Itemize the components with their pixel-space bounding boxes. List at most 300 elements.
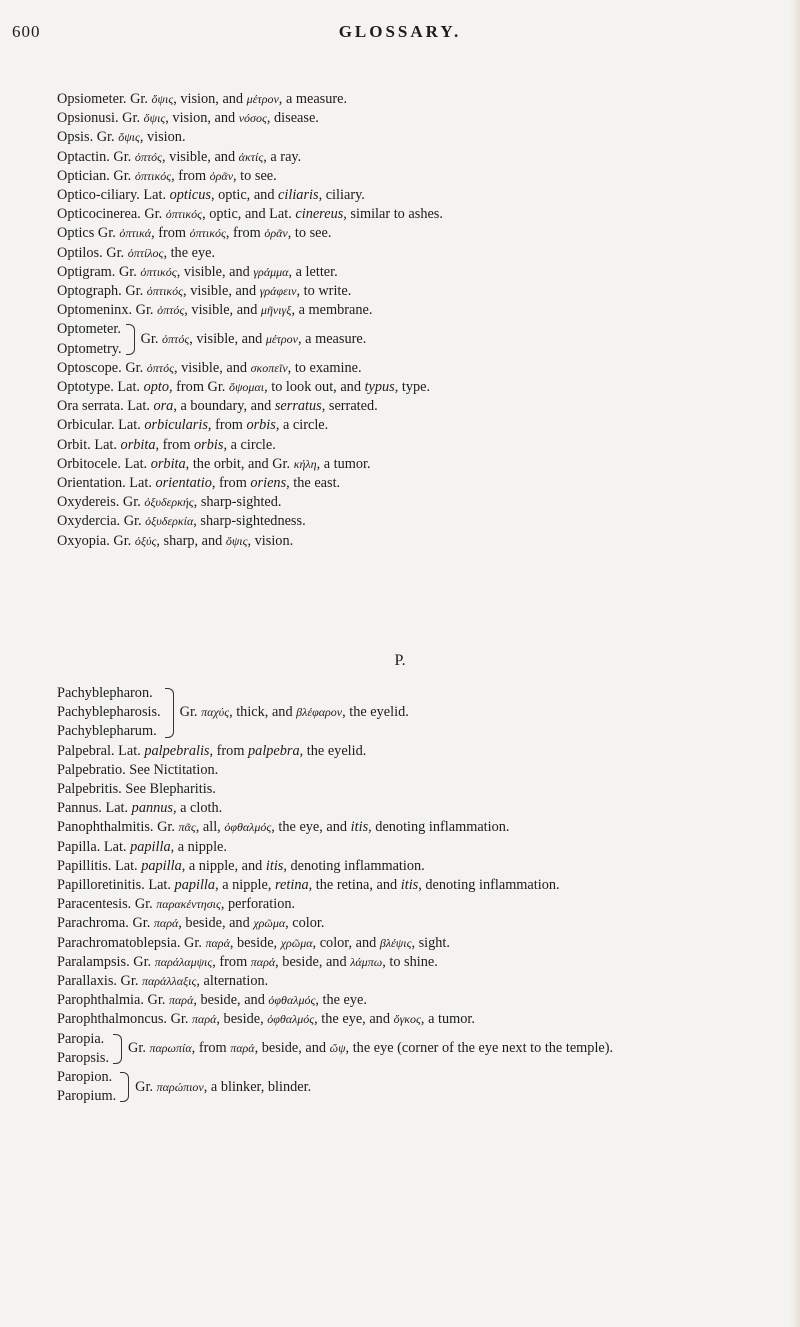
def-text: , visible, and [184, 302, 261, 319]
glossary-entry [57, 742, 772, 761]
def-text: , from [155, 436, 195, 453]
def-text: Gr. [96, 129, 119, 146]
greek-term: παρά [250, 954, 276, 969]
greek-term: ὄψις [143, 111, 166, 126]
def-text: Gr. [113, 167, 135, 184]
def-text: Gr. [125, 359, 147, 376]
def-text: Lat. [94, 436, 121, 453]
def-text: , the eye, and [271, 819, 351, 836]
def-text: Gr. [120, 973, 142, 990]
def-text: Gr. [125, 283, 147, 300]
def-text: , from [171, 167, 210, 184]
greek-term: ὀπτός [157, 303, 185, 318]
entry-group-paropia [57, 1030, 772, 1068]
def-text: , the eye. [315, 992, 367, 1009]
latin-term: itis [350, 819, 369, 836]
greek-term: παρωπία [149, 1041, 192, 1056]
def-text: , a tumor. [420, 1011, 475, 1028]
def-text: , beside, and [193, 992, 269, 1009]
def-text: Gr. [130, 91, 152, 107]
def-text: , optic, and [210, 187, 279, 204]
def-text: , to see. [233, 167, 277, 184]
def-text: , alternation. [196, 973, 269, 990]
def-text: , from [225, 225, 265, 242]
def-text: Lat. [124, 455, 151, 472]
headword: Optotype. [57, 379, 114, 396]
def-text: , vision. [139, 129, 186, 146]
def-text: , vision, and [165, 110, 239, 127]
glossary-entry [57, 761, 772, 780]
greek-term: ὀφθαλμός [224, 820, 272, 835]
def-text: Gr. [123, 513, 146, 530]
glossary-entry [57, 455, 772, 474]
def-text: Lat. [129, 475, 156, 492]
def-text: , a letter. [288, 263, 338, 280]
headword: Optilos. [57, 244, 103, 261]
def-text: Gr. [134, 896, 157, 913]
headword: Oxydereis. [57, 494, 120, 511]
def-text: Gr. [135, 302, 158, 319]
greek-term: ἀκτίς [238, 149, 264, 164]
glossary-entry [57, 991, 772, 1010]
glossary-entry [57, 224, 772, 243]
headword: Orbit. [57, 436, 91, 453]
def-text: , to write. [296, 283, 352, 300]
greek-term: κήλη [293, 456, 317, 471]
latin-term: itis [400, 877, 419, 894]
def-text: Lat. [117, 379, 144, 396]
def-text: Gr. [97, 225, 120, 242]
def-text: Gr. [113, 532, 135, 549]
headword: Oxydercia. [57, 513, 121, 530]
def-text: Gr. [128, 1040, 150, 1057]
glossary-entry [57, 90, 772, 109]
greek-term: ὀφθαλμός [267, 1012, 315, 1027]
def-text: , visible, and [162, 148, 239, 165]
def-text: , denoting inflammation. [283, 857, 425, 874]
def-text: , the east. [286, 475, 341, 492]
glossary-entry [57, 799, 772, 818]
greek-term: σκοπεῖν [250, 360, 288, 375]
glossary-entry [57, 876, 772, 895]
greek-term: ὀπτός [162, 332, 190, 347]
def-text: , vision, and [173, 91, 247, 107]
latin-term: palpebralis [144, 742, 210, 759]
def-text: , a nipple, [215, 877, 276, 894]
glossary-entry [57, 493, 772, 512]
latin-term: pannus [131, 800, 173, 817]
def-text: Gr. [113, 148, 135, 165]
running-head: GLOSSARY. [338, 22, 462, 41]
def-text: See Blepharitis. [125, 781, 216, 798]
headword: Optician. [57, 167, 110, 184]
def-text: Gr. [122, 110, 144, 127]
def-text: , a ray. [263, 148, 302, 165]
entry-group-paropion [57, 1068, 772, 1106]
def-text: , to see. [287, 225, 332, 242]
headword: Opsionusi. [57, 110, 119, 127]
def-text: , a measure. [278, 91, 348, 107]
entry-group-pachyblepharon [57, 684, 772, 742]
def-text: , a cloth. [172, 800, 223, 817]
greek-term: παρά [153, 916, 179, 931]
def-text: Gr. [170, 1011, 193, 1028]
def-text: , from [207, 417, 247, 434]
glossary-p-section [57, 684, 772, 1106]
greek-term: ὀπτίλος [127, 245, 164, 260]
greek-term: ὀπτικός [189, 226, 226, 241]
def-text: , visible, and [189, 331, 266, 348]
entries-o-continued [57, 359, 772, 551]
def-text: , the eyelid. [342, 704, 409, 721]
headword: Paralampsis. [57, 953, 130, 970]
headword: Optico-ciliary. [57, 187, 140, 204]
latin-term: serratus [274, 398, 322, 415]
headword: Oxyopia. [57, 532, 110, 549]
group-headwords [57, 1030, 109, 1068]
headword: Pachyblepharum. [57, 723, 157, 740]
group-headwords [57, 1068, 116, 1106]
def-text: , disease. [266, 110, 319, 127]
headword: Panophthalmitis. [57, 819, 154, 836]
headword: Opsis. [57, 129, 94, 146]
latin-term: cinereus [295, 206, 344, 223]
def-text: , from [191, 1040, 231, 1057]
def-text: , the eye (corner of the eye next to the temple). [345, 1040, 614, 1057]
headword: Parachromatoblepsia. [57, 934, 181, 951]
def-text: , vision. [247, 532, 294, 549]
greek-term: ὄψομαι [228, 380, 265, 395]
glossary-entry [57, 532, 772, 551]
def-text: , visible, and [183, 283, 260, 300]
def-text: , all, [195, 819, 225, 836]
def-text: Lat. [118, 417, 145, 434]
def-text: Gr. [135, 1078, 157, 1095]
def-text: , denoting inflammation. [418, 877, 560, 894]
greek-term: παχύς [201, 705, 230, 720]
headword: Optactin. [57, 148, 110, 165]
glossary-entry [57, 282, 772, 301]
latin-term: typus [364, 379, 395, 396]
headword: Orientation. [57, 475, 126, 492]
def-text: Gr. [179, 704, 202, 721]
def-text: , from [212, 953, 251, 970]
glossary-entry [57, 244, 772, 263]
section-letter: P. [394, 652, 406, 669]
greek-term: λάμπω [350, 954, 383, 969]
greek-term: παρώπιον [156, 1079, 204, 1094]
glossary-entry [57, 128, 772, 147]
greek-term: παρά [192, 1012, 217, 1027]
def-text: Lat. [118, 742, 145, 759]
def-text: , beside, and [275, 953, 351, 970]
greek-term: παράλαμψις [154, 954, 213, 969]
glossary-entry [57, 397, 772, 416]
headword: Optigram. [57, 263, 116, 280]
greek-term: ὀπτικά [119, 226, 152, 241]
latin-term: opticus [169, 187, 211, 204]
greek-term: ὤψ [329, 1041, 346, 1056]
greek-term: παρά [205, 935, 230, 950]
glossary-entry [57, 857, 772, 876]
def-text: , a measure. [298, 331, 367, 348]
def-text: , visible, and [173, 359, 251, 376]
latin-term: papilla [141, 857, 182, 874]
glossary-entry [57, 895, 772, 914]
latin-term: itis [265, 857, 284, 874]
greek-term: ὀπτικός [134, 168, 172, 183]
greek-term: ὀξυδερκής [144, 495, 194, 510]
greek-term: ὀφθαλμός [268, 993, 316, 1008]
latin-term: papilla [174, 877, 216, 894]
entry-group-optometer [57, 320, 772, 358]
def-text: Gr. [144, 206, 166, 223]
headword: Palpebritis. [57, 781, 122, 798]
headword: Pannus. [57, 800, 102, 817]
headword: Opticocinerea. [57, 206, 141, 223]
glossary-entry [57, 780, 772, 799]
def-text: , denoting inflammation. [368, 819, 510, 836]
def-text: , a membrane. [291, 302, 373, 319]
greek-term: γράφειν [259, 284, 297, 299]
def-text: Lat. [115, 857, 142, 874]
def-text: Gr. [106, 244, 128, 261]
headword: Orbitocele. [57, 455, 121, 472]
def-text: , thick, and [229, 704, 297, 721]
glossary-entry [57, 148, 772, 167]
latin-term: orbita [150, 455, 186, 472]
def-text: , the retina, and [308, 877, 401, 894]
headword: Optometry. [57, 340, 122, 357]
def-text: , perforation. [220, 896, 296, 913]
greek-term: μέτρον [265, 332, 299, 347]
headword: Parophthalmoncus. [57, 1011, 167, 1028]
greek-term: ὀπτικός [165, 207, 203, 222]
definition [135, 1078, 311, 1097]
def-text: , color. [285, 915, 325, 932]
glossary-entry [57, 934, 772, 953]
def-text: , color, and [312, 934, 380, 951]
glossary-entry [57, 512, 772, 531]
def-text: , a circle. [275, 417, 329, 434]
headword: Parachroma. [57, 915, 129, 932]
entries-p [57, 742, 772, 1030]
brace [120, 1072, 129, 1102]
def-text: , a boundary, and [173, 398, 275, 415]
def-text: Lat. [148, 877, 175, 894]
def-text: , similar to ashes. [343, 206, 443, 223]
group-headwords [57, 320, 122, 358]
def-text: , the eyelid. [299, 742, 367, 759]
latin-term: orbicularis [144, 417, 208, 434]
def-text: , from [209, 742, 249, 759]
def-text: , to look out, and [264, 379, 365, 396]
def-text: Lat. [103, 838, 131, 855]
greek-term: ὀπτός [146, 360, 174, 375]
def-text: , optic, and Lat. [202, 206, 296, 223]
def-text: Gr. [118, 263, 141, 280]
brace [126, 324, 135, 354]
page-number: 600 [12, 22, 41, 41]
latin-term: ciliaris [278, 187, 319, 204]
latin-term: palpebra [248, 742, 300, 759]
headword: Pachyblepharosis. [57, 704, 161, 721]
greek-term: χρῶμα [253, 916, 286, 931]
def-text: , to shine. [382, 953, 438, 970]
greek-term: ὀξύς [134, 533, 157, 548]
latin-term: orbita [120, 436, 156, 453]
def-text: , a nipple. [170, 838, 227, 855]
def-text: , the eye. [163, 244, 216, 261]
greek-term: παρακέντησις [156, 897, 221, 912]
latin-term: papilla [130, 838, 171, 855]
greek-term: ὀπτός [134, 149, 163, 164]
def-text: , ciliary. [318, 187, 365, 204]
def-text: Gr. [132, 915, 154, 932]
page-header [0, 22, 800, 46]
headword: Palpebratio. [57, 761, 126, 778]
latin-term: orbis [246, 417, 276, 434]
def-text: , a circle. [223, 436, 276, 453]
latin-term: ora [153, 398, 174, 415]
glossary-entry [57, 474, 772, 493]
glossary-entry [57, 972, 772, 991]
def-text: Gr. [157, 819, 179, 836]
greek-term: βλέψις [379, 935, 412, 950]
glossary-entry [57, 301, 772, 320]
latin-term: retina [275, 877, 309, 894]
def-text: , beside, [229, 934, 281, 951]
definition [180, 703, 409, 722]
glossary-entry [57, 205, 772, 224]
headword: Parophthalmia. [57, 992, 144, 1009]
latin-term: orbis [194, 436, 224, 453]
def-text: Lat. [143, 187, 170, 204]
greek-term: πᾶς [178, 820, 196, 835]
def-text: , serrated. [321, 398, 378, 415]
headword: Optograph. [57, 283, 122, 300]
greek-term: βλέφαρον [296, 705, 343, 720]
def-text: , a nipple, and [181, 857, 266, 874]
glossary-entry [57, 263, 772, 282]
brace [165, 688, 174, 738]
greek-term: χρῶμα [280, 935, 313, 950]
def-text: , the orbit, and Gr. [185, 455, 294, 472]
greek-term: νόσος [238, 111, 267, 126]
greek-term: μέτρον [246, 92, 279, 106]
headword: Orbicular. [57, 417, 115, 434]
greek-term: ὀπτικός [146, 284, 184, 299]
def-text: Lat. [127, 398, 154, 415]
headword: Optomeninx. [57, 302, 133, 319]
headword: Parallaxis. [57, 973, 117, 990]
greek-term: ὁρᾶν [209, 168, 234, 183]
glossary-entry [57, 167, 772, 186]
headword: Paropion. [57, 1069, 113, 1086]
def-text: Lat. [105, 800, 132, 817]
greek-term: ὄψις [118, 130, 140, 145]
def-text: , beside, and [254, 1040, 330, 1057]
greek-term: ὀπτικός [140, 264, 177, 279]
headword: Papilla. [57, 838, 101, 855]
glossary-o-section [57, 90, 772, 551]
def-text: , sharp, and [156, 532, 226, 549]
glossary-entry [57, 818, 772, 837]
def-text: Gr. [133, 953, 155, 970]
def-text: , sharp-sightedness. [193, 513, 306, 530]
def-text: , from [151, 225, 190, 242]
greek-term: γράμμα [253, 264, 289, 279]
headword: Paropsis. [57, 1049, 110, 1066]
headword: Opsiometer. [57, 91, 127, 107]
def-text: , sharp-sighted. [193, 494, 282, 511]
headword: Optics [57, 225, 95, 242]
entries-o [57, 90, 772, 320]
def-text: Gr. [147, 992, 169, 1009]
glossary-entry [57, 109, 772, 128]
glossary-entry [57, 436, 772, 455]
glossary-entry [57, 953, 772, 972]
headword: Ora serrata. [57, 398, 124, 415]
def-text: Gr. [140, 331, 163, 348]
headword: Paropia. [57, 1030, 105, 1047]
headword: Optoscope. [57, 359, 122, 376]
headword: Pachyblepharon. [57, 685, 153, 701]
headword: Paropium. [57, 1088, 117, 1105]
glossary-entry [57, 914, 772, 933]
glossary-entry [57, 838, 772, 857]
latin-term: opto [143, 379, 169, 396]
greek-term: ὄψις [151, 92, 174, 106]
def-text: , to examine. [287, 359, 362, 376]
def-text: , beside, [216, 1011, 268, 1028]
latin-term: oriens [250, 475, 287, 492]
glossary-entry [57, 359, 772, 378]
def-text: , the eye, and [314, 1011, 394, 1028]
headword: Papillitis. [57, 857, 112, 874]
latin-term: orientatio [155, 475, 212, 492]
headword: Papilloretinitis. [57, 877, 145, 894]
def-text: , beside, and [178, 915, 254, 932]
headword: Palpebral. [57, 742, 115, 759]
definition [141, 330, 367, 349]
greek-term: ὁρᾶν [264, 226, 288, 241]
def-text: Gr. [122, 494, 145, 511]
definition [128, 1039, 688, 1058]
def-text: , from [211, 475, 251, 492]
group-headwords [57, 684, 161, 742]
greek-term: παρά [230, 1041, 255, 1056]
def-text: See Nictitation. [129, 761, 219, 778]
def-text: , type. [394, 379, 431, 396]
def-text: , a blinker, blinder. [203, 1078, 312, 1095]
greek-term: ὄψις [225, 533, 248, 548]
glossary-entry [57, 186, 772, 205]
glossary-entry [57, 416, 772, 435]
glossary-entry [57, 1010, 772, 1029]
headword: Optometer. [57, 321, 121, 338]
glossary-entry [57, 378, 772, 397]
def-text: , sight. [411, 934, 450, 951]
greek-term: ὄγκος [393, 1012, 421, 1027]
def-text: , from Gr. [169, 379, 229, 396]
greek-term: παρά [169, 993, 194, 1008]
def-text: , a tumor. [316, 455, 371, 472]
brace [113, 1034, 122, 1064]
greek-term: ὀξυδερκία [145, 514, 194, 529]
greek-term: μῆνιγξ [260, 303, 292, 318]
greek-term: παράλλαξις [141, 974, 197, 989]
